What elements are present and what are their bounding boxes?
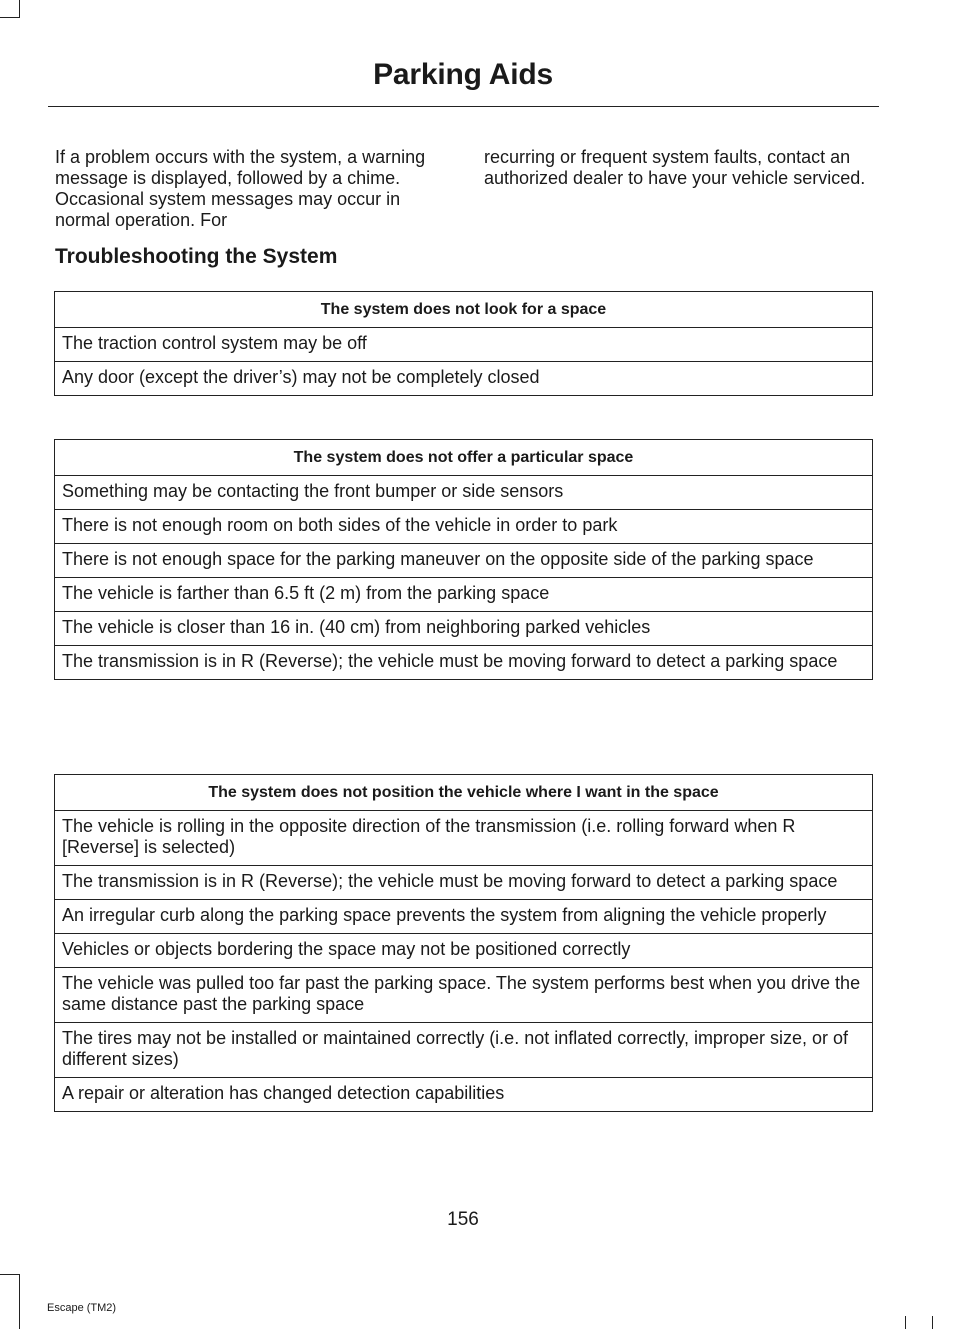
table-cell: There is not enough space for the parking maneuver on the opposite side of the parking space — [55, 544, 873, 578]
section-heading: Troubleshooting the System — [55, 245, 338, 268]
table-cell: The transmission is in R (Reverse); the vehicle must be moving forward to detect a parking space — [55, 866, 873, 900]
footer-model-label: Escape (TM2) — [47, 1302, 117, 1314]
table-cell: The vehicle is farther than 6.5 ft (2 m) from the parking space — [55, 578, 873, 612]
table-cell: The vehicle was pulled too far past the parking space. The system performs best when you drive the same distance past the parking space — [55, 968, 873, 1023]
table-cell: Vehicles or objects bordering the space may not be positioned correctly — [55, 934, 873, 968]
table-row — [55, 934, 873, 968]
table-cell: Something may be contacting the front bumper or side sensors — [55, 476, 873, 510]
table-cell: An irregular curb along the parking space prevents the system from aligning the vehicle properly — [55, 900, 873, 934]
intro-paragraph-left: If a problem occurs with the system, a warning message is displayed, followed by a chime. Occasional system messages may occur in normal operation. For — [55, 147, 426, 230]
table-cell: The traction control system may be off — [55, 328, 873, 362]
table-cell: The vehicle is rolling in the opposite direction of the transmission (i.e. rolling forward when R [Reverse] is selected) — [55, 811, 873, 866]
crop-mark-bottom-right-v2 — [932, 1316, 933, 1329]
table-cell: The tires may not be installed or maintained correctly (i.e. not inflated correctly, improper size, or of different sizes) — [55, 1023, 873, 1078]
troubleshooting-table-look-for-space — [54, 291, 873, 396]
table-row — [55, 612, 873, 646]
table-row — [55, 328, 873, 362]
table-row — [55, 510, 873, 544]
table-row — [55, 476, 873, 510]
table-cell: A repair or alteration has changed detection capabilities — [55, 1078, 873, 1112]
troubleshooting-table-offer-space — [54, 439, 873, 680]
table-header-row — [55, 440, 873, 476]
table-row — [55, 1078, 873, 1112]
table-cell: The transmission is in R (Reverse); the vehicle must be moving forward to detect a parking space — [55, 646, 873, 680]
table-cell: There is not enough room on both sides of the vehicle in order to park — [55, 510, 873, 544]
troubleshooting-table-position-vehicle — [54, 774, 873, 1112]
crop-mark-top-left-v — [19, 0, 20, 17]
title-divider — [48, 106, 879, 107]
table-header: The system does not offer a particular space — [55, 440, 873, 476]
table-header-row — [55, 775, 873, 811]
table-cell: Any door (except the driver’s) may not be completely closed — [55, 362, 873, 396]
crop-mark-bottom-left-h — [0, 1274, 20, 1275]
table-row — [55, 968, 873, 1023]
table-row — [55, 544, 873, 578]
table-header: The system does not look for a space — [55, 292, 873, 328]
crop-mark-bottom-right-v1 — [905, 1316, 906, 1329]
table-row — [55, 1023, 873, 1078]
table-row — [55, 646, 873, 680]
table-cell: The vehicle is closer than 16 in. (40 cm) from neighboring parked vehicles — [55, 612, 873, 646]
page-number: 156 — [447, 1209, 479, 1230]
crop-mark-top-left-h — [0, 17, 20, 18]
page-title: Parking Aids — [373, 58, 553, 91]
crop-mark-bottom-left-v — [19, 1274, 20, 1329]
table-row — [55, 900, 873, 934]
table-row — [55, 866, 873, 900]
table-row — [55, 578, 873, 612]
table-row — [55, 362, 873, 396]
intro-paragraph-right: recurring or frequent system faults, contact an authorized dealer to have your vehicle serviced. — [484, 147, 866, 188]
table-header: The system does not position the vehicle where I want in the space — [55, 775, 873, 811]
table-header-row — [55, 292, 873, 328]
table-row — [55, 811, 873, 866]
